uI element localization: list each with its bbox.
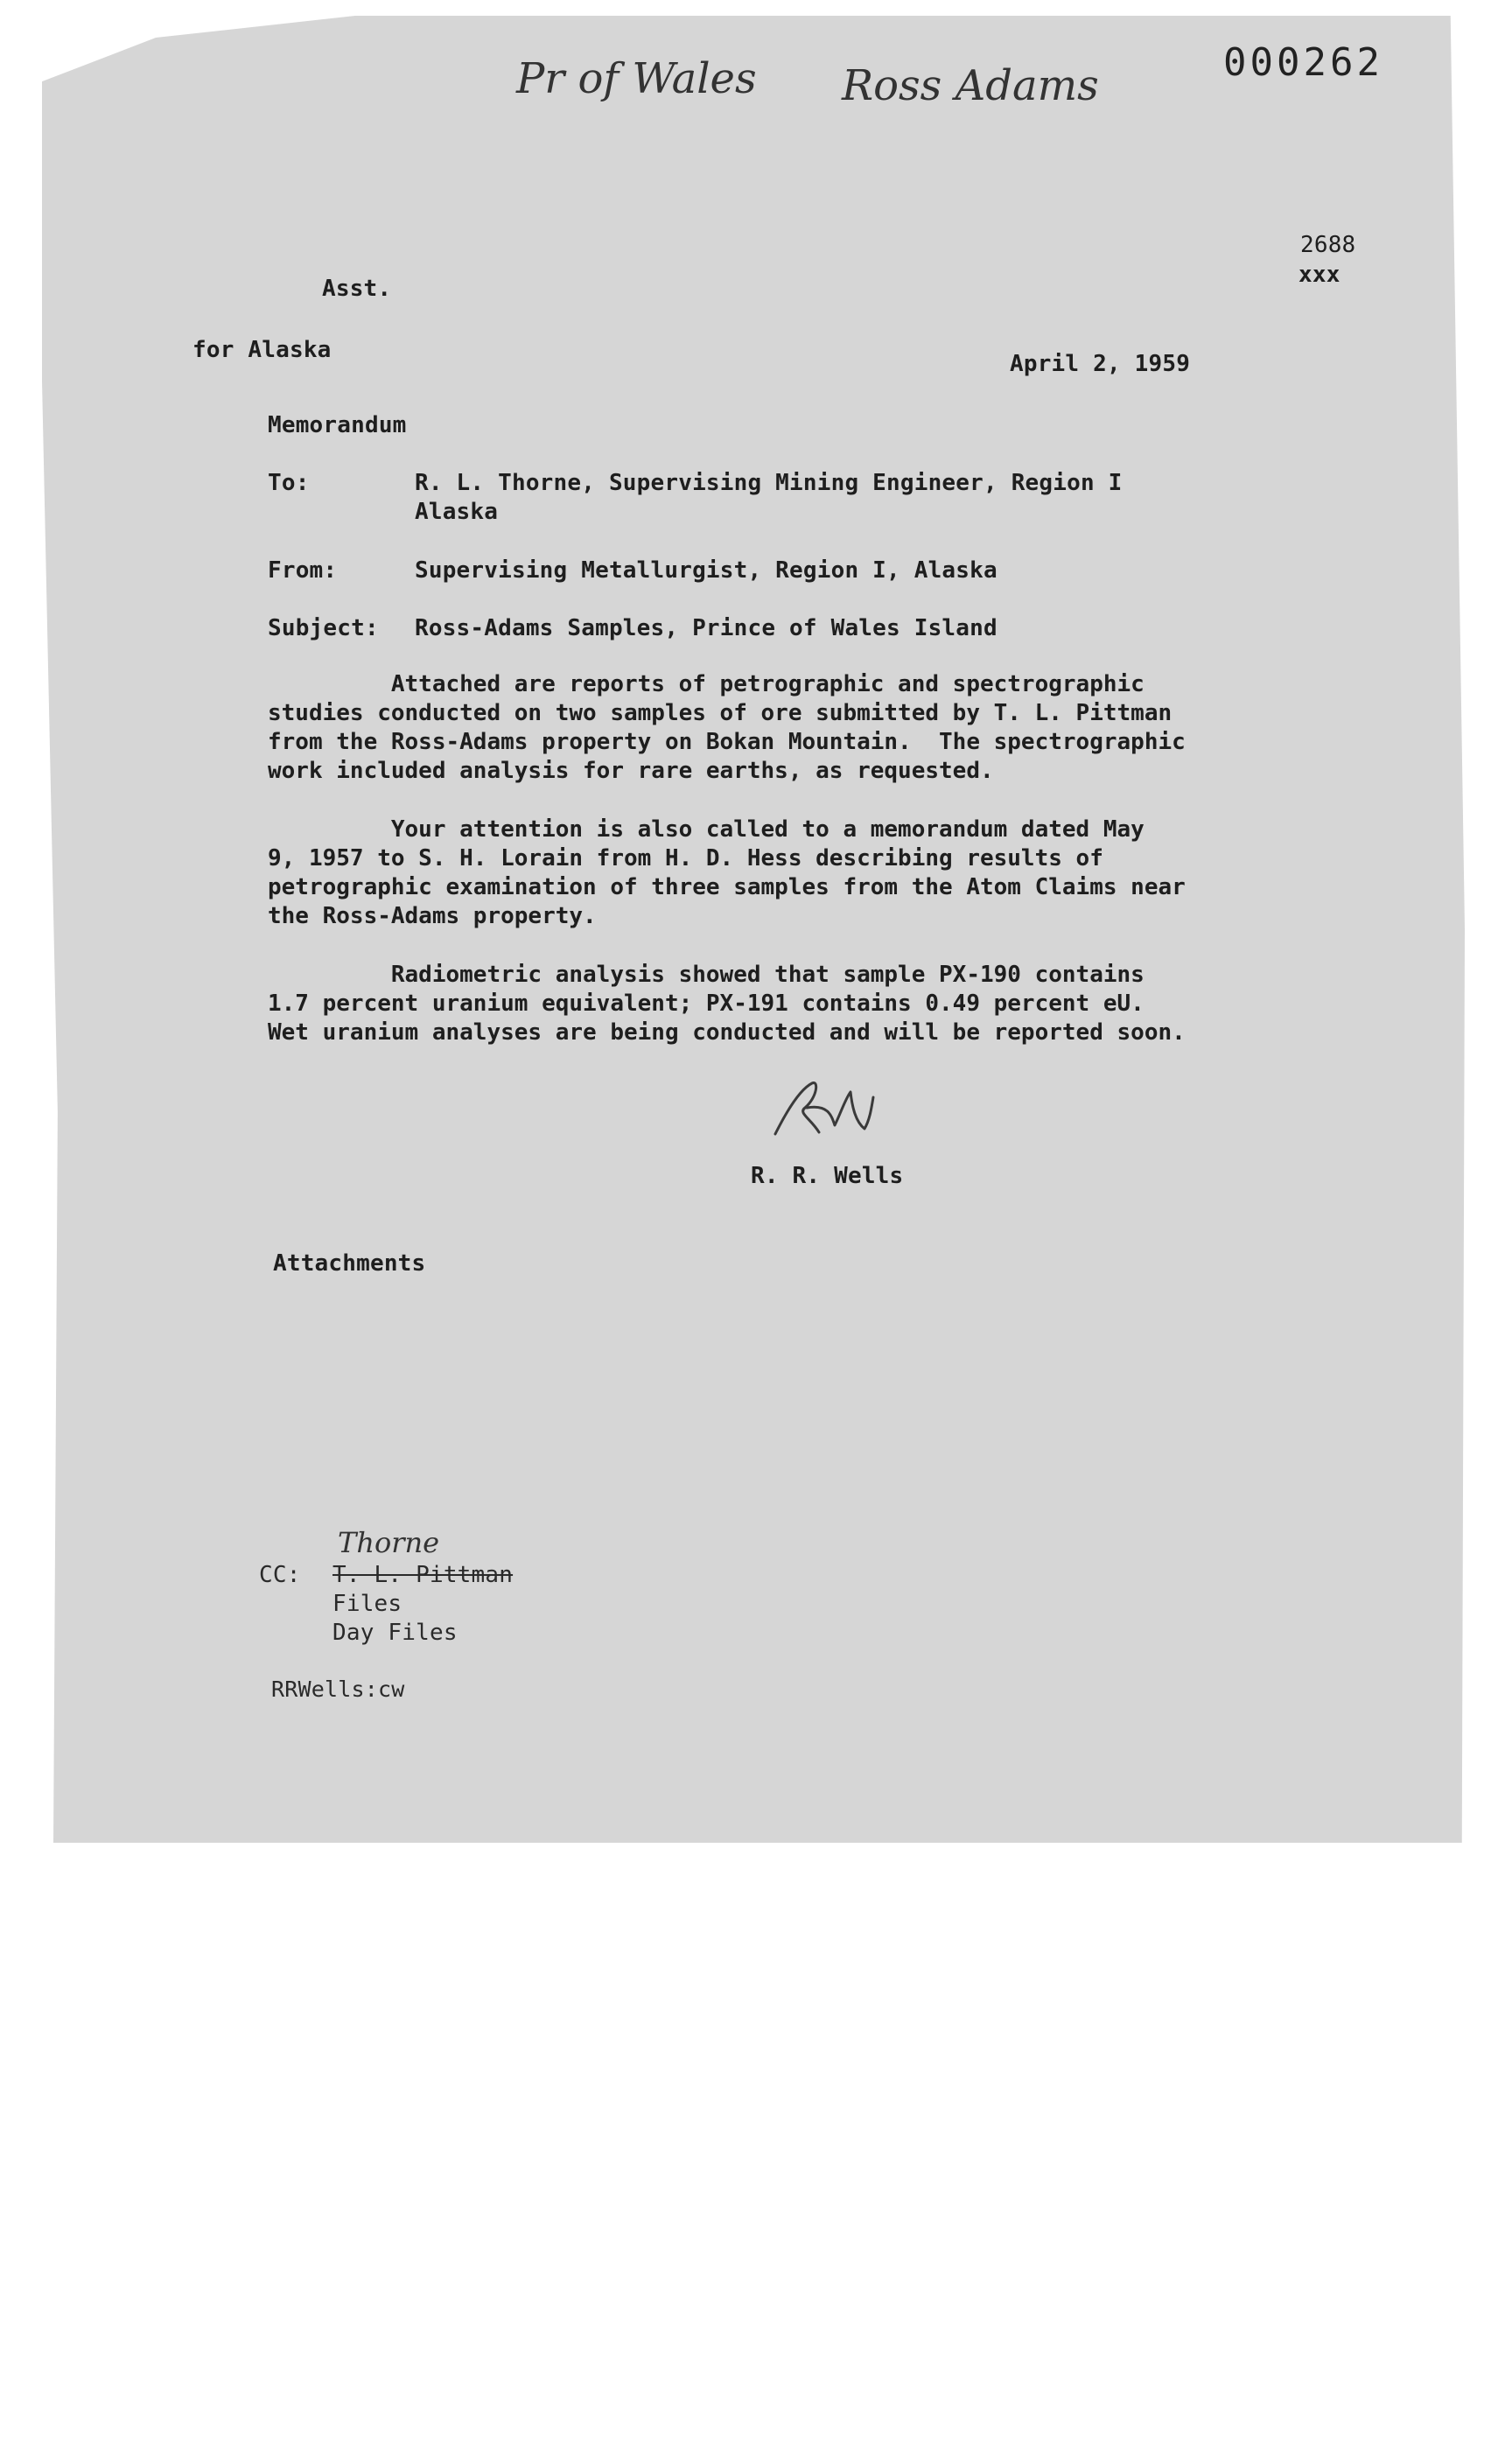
attachments-label: Attachments bbox=[273, 1250, 426, 1277]
cc-label: CC: bbox=[259, 1562, 301, 1588]
cc-recipient-2: Files bbox=[332, 1591, 402, 1617]
file-mark: xxx bbox=[1298, 262, 1340, 288]
paragraph-line: Your attention is also called to a memorandum dated May bbox=[268, 816, 1144, 843]
body-paragraph-1 bbox=[268, 670, 1256, 786]
handwritten-note-location: Pr of Wales bbox=[516, 54, 757, 103]
cc-handwritten-name: Thorne bbox=[338, 1526, 440, 1559]
body-paragraph-3 bbox=[268, 961, 1256, 1047]
memo-heading: Memorandum bbox=[268, 412, 407, 438]
from-sender: Supervising Metallurgist, Region I, Alaska bbox=[415, 557, 998, 584]
signatory-name: R. R. Wells bbox=[751, 1163, 904, 1189]
file-number: 2688 bbox=[1300, 232, 1356, 258]
signature-initials bbox=[766, 1073, 889, 1152]
paragraph-line: Wet uranium analyses are being conducted and will be reported soon. bbox=[268, 1019, 1186, 1046]
paragraph-line: 9, 1957 to S. H. Lorain from H. D. Hess describing results of bbox=[268, 845, 1103, 872]
paragraph-line: work included analysis for rare earths, as requested. bbox=[268, 758, 994, 784]
letterhead-region: for Alaska bbox=[192, 337, 332, 363]
paragraph-line: petrographic examination of three samples from the Atom Claims near bbox=[268, 874, 1186, 900]
paragraph-line: Attached are reports of petrographic and spectrographic bbox=[268, 671, 1144, 697]
from-label: From: bbox=[268, 557, 338, 584]
subject-label: Subject: bbox=[268, 615, 379, 641]
cc-recipient-3: Day Files bbox=[332, 1620, 458, 1646]
to-recipient-line2: Alaska bbox=[415, 499, 499, 525]
paragraph-line: studies conducted on two samples of ore submitted by T. L. Pittman bbox=[268, 700, 1172, 726]
body-paragraph-2 bbox=[268, 816, 1256, 931]
paragraph-line: Radiometric analysis showed that sample PX-190 contains bbox=[268, 962, 1144, 988]
paragraph-line: 1.7 percent uranium equivalent; PX-191 contains 0.49 percent eU. bbox=[268, 990, 1144, 1017]
cc-recipient-1: T. L. Pittman bbox=[332, 1562, 514, 1588]
memo-date: April 2, 1959 bbox=[1010, 351, 1191, 377]
handwritten-note-property: Ross Adams bbox=[842, 61, 1099, 110]
paragraph-line: the Ross-Adams property. bbox=[268, 903, 597, 929]
subject-text: Ross-Adams Samples, Prince of Wales Island bbox=[415, 615, 998, 641]
paragraph-line: from the Ross-Adams property on Bokan Mountain. The spectrographic bbox=[268, 729, 1186, 755]
page-stamp-number: 000262 bbox=[1223, 40, 1383, 85]
to-label: To: bbox=[268, 470, 310, 496]
letterhead-asst: Asst. bbox=[322, 276, 392, 302]
reference-initials: RRWells:cw bbox=[271, 1676, 405, 1702]
to-recipient-line1: R. L. Thorne, Supervising Mining Engineer, Region I bbox=[415, 470, 1123, 496]
